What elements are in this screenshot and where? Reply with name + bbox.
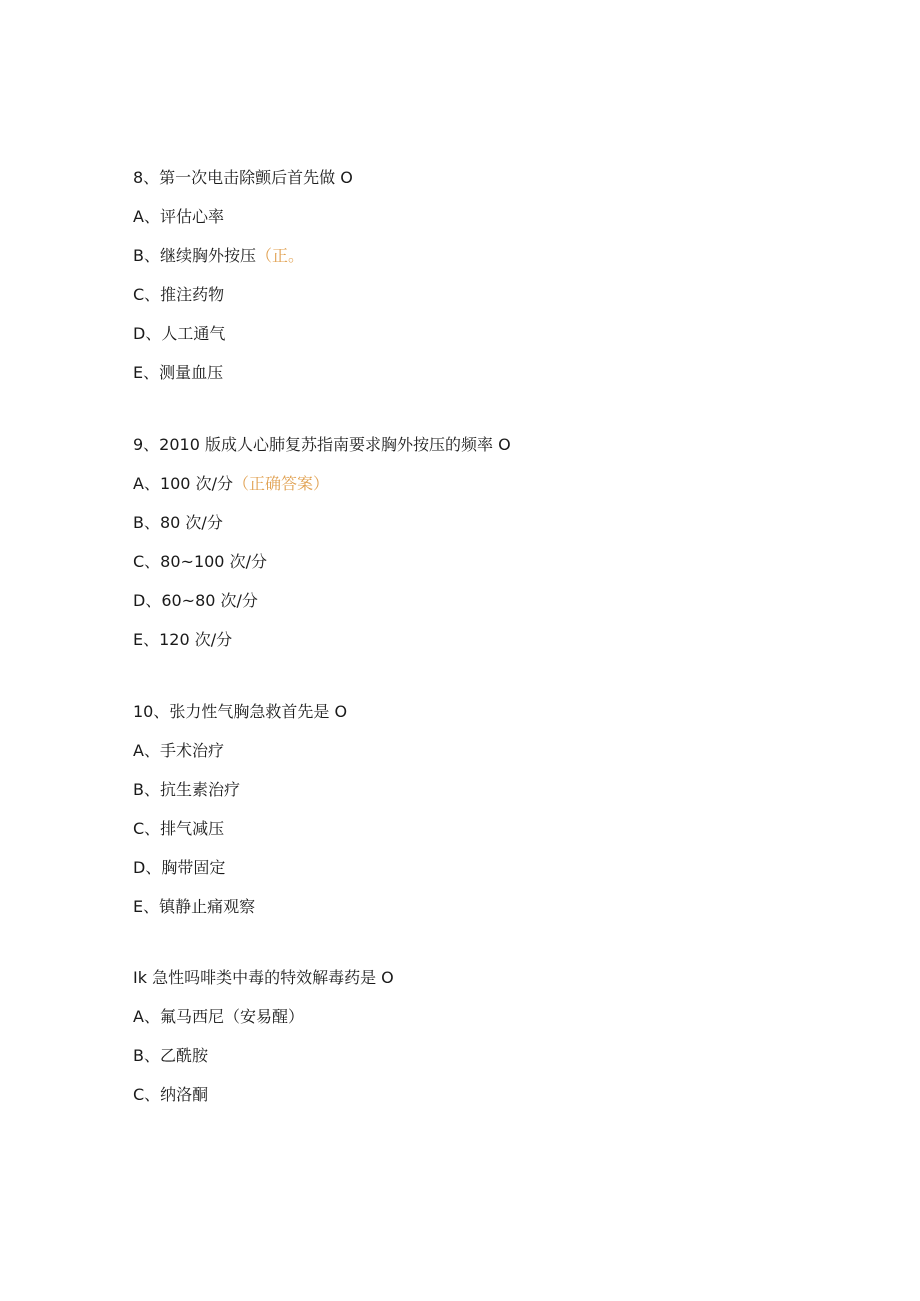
option-text: A、100 次/分 <box>133 474 233 493</box>
option-text: B、继续胸外按压 <box>133 246 256 265</box>
question-10-option-d: D、胸带固定 <box>133 858 226 877</box>
answer-mark: （正。 <box>255 246 304 265</box>
question-11-option-a: A、氟马西尼（安易醒） <box>133 1007 304 1026</box>
question-9-option-c: C、80~100 次/分 <box>133 552 267 571</box>
question-11-stem: Ik 急性吗啡类中毒的特效解毒药是 O <box>133 968 394 987</box>
answer-mark: （正确答案） <box>232 474 329 493</box>
question-10-option-a: A、手术治疗 <box>133 741 224 760</box>
question-8-option-c: C、推注药物 <box>133 285 225 304</box>
question-11-option-c: C、纳洛酮 <box>133 1085 209 1104</box>
question-10-stem: 10、张力性气胸急救首先是 O <box>133 702 348 721</box>
question-11-option-b: B、乙酰胺 <box>133 1046 208 1065</box>
question-8-option-d: D、人工通气 <box>133 324 226 343</box>
question-10-option-c: C、排气减压 <box>133 819 225 838</box>
question-9-option-d: D、60~80 次/分 <box>133 591 258 610</box>
question-10-option-b: B、抗生素治疗 <box>133 780 240 799</box>
question-10-option-e: E、镇静止痛观察 <box>133 897 256 916</box>
question-8-option-e: E、测量血压 <box>133 363 224 382</box>
question-9-option-a <box>133 474 329 494</box>
question-8-option-a: A、评估心率 <box>133 207 224 226</box>
question-9-stem: 9、2010 版成人心肺复苏指南要求胸外按压的频率 O <box>133 435 511 454</box>
question-9-option-e: E、120 次/分 <box>133 630 233 649</box>
question-8-option-b <box>133 246 304 266</box>
question-8-stem: 8、第一次电击除颤后首先做 O <box>133 168 353 187</box>
question-9-option-b: B、80 次/分 <box>133 513 223 532</box>
